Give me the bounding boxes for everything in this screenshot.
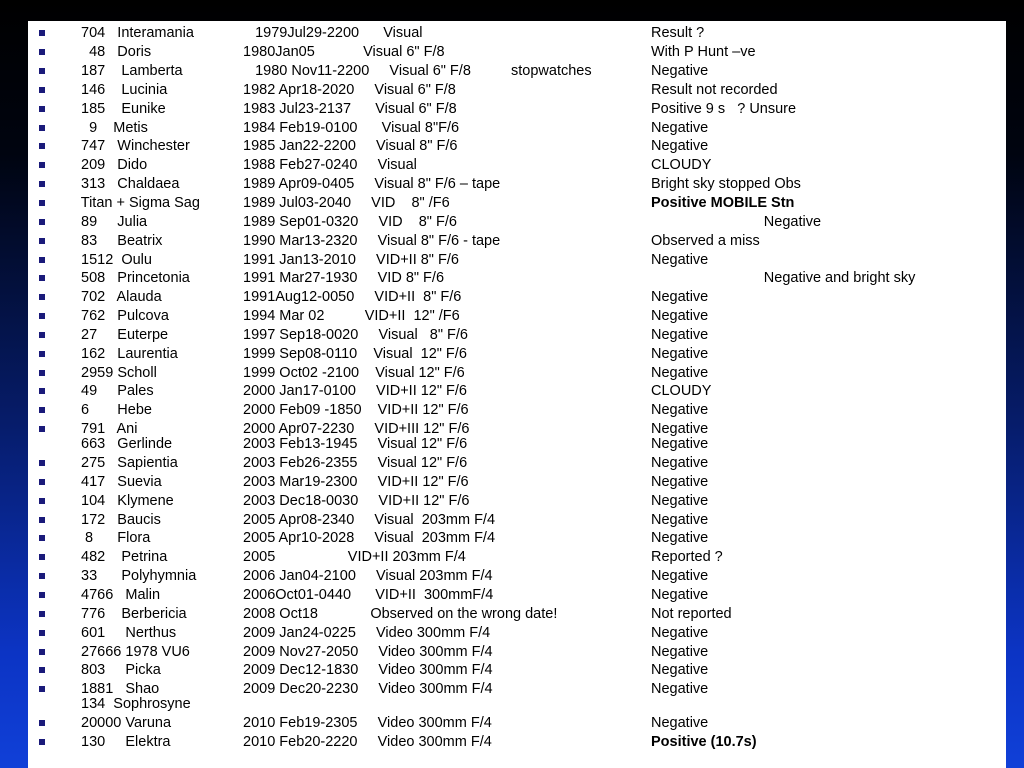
bullet-icon: [39, 720, 45, 726]
list-item: [28, 232, 1006, 251]
row-observation: 2005 VID+II 203mm F/4: [243, 549, 466, 565]
list-item: [28, 548, 1006, 567]
row-result: Negative: [651, 530, 709, 546]
bullet-icon: [39, 388, 45, 394]
row-name: 83 Beatrix: [77, 233, 163, 249]
row-observation: 2000 Apr07-2230 VID+III 12" F/6: [243, 421, 470, 437]
row-name: Titan + Sigma Sag: [77, 195, 200, 211]
row-name: 776 Berbericia: [77, 606, 187, 622]
row-result: Negative: [651, 625, 709, 641]
row-result: Negative: [651, 252, 709, 268]
row-observation: 1994 Mar 02 VID+II 12" /F6: [243, 308, 460, 324]
row-name: 803 Picka: [77, 662, 161, 678]
bullet-icon: [39, 611, 45, 617]
row-result: Result not recorded: [651, 82, 778, 98]
bullet-icon: [39, 573, 45, 579]
row-observation: 1989 Apr09-0405 Visual 8" F/6 – tape: [243, 176, 501, 192]
row-result: Bright sky stopped Obs: [651, 176, 801, 192]
row-observation: 2009 Nov27-2050 Video 300mm F/4: [243, 644, 493, 660]
list-item: [28, 567, 1006, 586]
bullet-icon: [39, 460, 45, 466]
row-name: 508 Princetonia: [77, 270, 190, 286]
row-observation: 2006 Jan04-2100 Visual 203mm F/4: [243, 568, 493, 584]
row-observation: 2005 Apr08-2340 Visual 203mm F/4: [243, 512, 496, 528]
row-result: Negative: [651, 63, 709, 79]
row-observation: 1999 Sep08-0110 Visual 12" F/6: [243, 346, 467, 362]
slide-content: [28, 21, 1006, 768]
row-observation: 2003 Feb13-1945 Visual 12" F/6: [243, 436, 468, 452]
row-result: Negative: [651, 493, 709, 509]
bullet-icon: [39, 517, 45, 523]
bullet-icon: [39, 554, 45, 560]
row-result: Negative: [651, 346, 709, 362]
row-result: Negative: [651, 568, 709, 584]
list-item: [28, 269, 1006, 288]
bullet-icon: [39, 667, 45, 673]
list-item: [28, 81, 1006, 100]
list-item: [28, 695, 1006, 714]
row-result: Negative: [651, 365, 709, 381]
row-name: 27666 1978 VU6: [77, 644, 190, 660]
row-name: 762 Pulcova: [77, 308, 169, 324]
row-name: 104 Klymene: [77, 493, 174, 509]
row-result: Negative and bright sky: [651, 270, 916, 286]
row-name: 702 Alauda: [77, 289, 162, 305]
row-name: 663 Gerlinde: [77, 436, 173, 452]
list-item: [28, 100, 1006, 119]
bullet-icon: [39, 535, 45, 541]
list-item: [28, 175, 1006, 194]
bullet-icon: [39, 686, 45, 692]
row-observation: 1991 Mar27-1930 VID 8" F/6: [243, 270, 445, 286]
row-observation: 2003 Mar19-2300 VID+II 12" F/6: [243, 474, 469, 490]
row-observation: 1999 Oct02 -2100 Visual 12" F/6: [243, 365, 465, 381]
bullet-icon: [39, 498, 45, 504]
list-item: [28, 119, 1006, 138]
row-result: With P Hunt –ve: [651, 44, 756, 60]
row-observation: 1990 Mar13-2320 Visual 8" F/6 - tape: [243, 233, 501, 249]
bullet-icon: [39, 275, 45, 281]
row-name: 704 Interamania: [77, 25, 194, 41]
row-name: 20000 Varuna: [77, 715, 172, 731]
bullet-icon: [39, 219, 45, 225]
bullet-icon: [39, 426, 45, 432]
row-observation: 1988 Feb27-0240 Visual: [243, 157, 417, 173]
list-item: [28, 156, 1006, 175]
row-result: Negative: [651, 402, 709, 418]
bullet-icon: [39, 87, 45, 93]
row-result: Negative: [651, 681, 709, 697]
bullet-icon: [39, 332, 45, 338]
list-item: [28, 529, 1006, 548]
row-observation: 2009 Jan24-0225 Video 300mm F/4: [243, 625, 491, 641]
row-result: Negative: [651, 512, 709, 528]
row-observation: 1985 Jan22-2200 Visual 8" F/6: [243, 138, 458, 154]
row-result: CLOUDY: [651, 383, 712, 399]
row-observation: 2010 Feb19-2305 Video 300mm F/4: [243, 715, 492, 731]
row-name: 601 Nerthus: [77, 625, 177, 641]
row-result: Negative: [651, 662, 709, 678]
row-result: Negative: [651, 308, 709, 324]
row-result: Negative: [651, 120, 709, 136]
row-name: 89 Julia: [77, 214, 148, 230]
row-observation: 1991Aug12-0050 VID+II 8" F/6: [243, 289, 462, 305]
bullet-icon: [39, 257, 45, 263]
bullet-icon: [39, 106, 45, 112]
row-name: 1881 Shao: [77, 681, 160, 697]
row-observation: 1997 Sep18-0020 Visual 8" F/6: [243, 327, 468, 343]
row-result: Observed a miss: [651, 233, 760, 249]
list-item: [28, 326, 1006, 345]
bullet-icon: [39, 649, 45, 655]
bullet-icon: [39, 351, 45, 357]
row-name: 185 Eunike: [77, 101, 166, 117]
row-name: 48 Doris: [77, 44, 152, 60]
list-item: [28, 307, 1006, 326]
bullet-icon: [39, 313, 45, 319]
row-name: 747 Winchester: [77, 138, 190, 154]
list-item: [28, 194, 1006, 213]
row-observation: 2010 Feb20-2220 Video 300mm F/4: [243, 734, 492, 750]
bullet-icon: [39, 143, 45, 149]
row-name: 162 Laurentia: [77, 346, 178, 362]
row-observation: 1991 Jan13-2010 VID+II 8" F/6: [243, 252, 459, 268]
row-result: CLOUDY: [651, 157, 712, 173]
row-result: Negative: [651, 327, 709, 343]
bullet-icon: [39, 30, 45, 36]
row-note: stopwatches: [511, 63, 592, 79]
row-result: Negative: [651, 289, 709, 305]
row-observation: 1989 Sep01-0320 VID 8" F/6: [243, 214, 457, 230]
row-observation: 2003 Dec18-0030 VID+II 12" F/6: [243, 493, 470, 509]
list-item: [28, 511, 1006, 530]
row-result: Not reported: [651, 606, 732, 622]
row-name: 6 Hebe: [77, 402, 152, 418]
row-observation: 2008 Oct18 Observed on the wrong date!: [243, 606, 558, 622]
row-name: 130 Elektra: [77, 734, 171, 750]
list-item: [28, 382, 1006, 401]
row-name: 9 Metis: [77, 120, 148, 136]
list-item: [28, 364, 1006, 383]
row-observation: 2009 Dec12-1830 Video 300mm F/4: [243, 662, 493, 678]
row-observation: 1989 Jul03-2040 VID 8" /F6: [243, 195, 450, 211]
row-result: Positive MOBILE Stn: [651, 195, 795, 211]
row-name: 27 Euterpe: [77, 327, 169, 343]
row-result: Negative: [651, 138, 709, 154]
bullet-icon: [39, 49, 45, 55]
row-name: 134 Sophrosyne: [77, 696, 191, 712]
list-item: [28, 137, 1006, 156]
row-observation: 2003 Feb26-2355 Visual 12" F/6: [243, 455, 468, 471]
bullet-icon: [39, 739, 45, 745]
bullet-icon: [39, 238, 45, 244]
row-observation: 2000 Jan17-0100 VID+II 12" F/6: [243, 383, 467, 399]
list-item: [28, 473, 1006, 492]
row-name: 482 Petrina: [77, 549, 168, 565]
row-result: Negative: [651, 587, 709, 603]
row-result: Negative: [651, 214, 822, 230]
list-item: [28, 62, 1006, 81]
row-name: 1512 Oulu: [77, 252, 152, 268]
row-observation: 2000 Feb09 -1850 VID+II 12" F/6: [243, 402, 469, 418]
list-item: [28, 401, 1006, 420]
row-name: 8 Flora: [77, 530, 151, 546]
row-observation: 2005 Apr10-2028 Visual 203mm F/4: [243, 530, 496, 546]
list-item: [28, 435, 1006, 454]
row-name: 4766 Malin: [77, 587, 161, 603]
list-item: [28, 586, 1006, 605]
row-observation: 1983 Jul23-2137 Visual 6" F/8: [243, 101, 457, 117]
row-observation: 1984 Feb19-0100 Visual 8"F/6: [243, 120, 460, 136]
row-observation: 2009 Dec20-2230 Video 300mm F/4: [243, 681, 493, 697]
row-name: 417 Suevia: [77, 474, 162, 490]
list-item: [28, 288, 1006, 307]
row-name: 275 Sapientia: [77, 455, 178, 471]
row-result: Positive (10.7s): [651, 734, 757, 750]
list-item: [28, 733, 1006, 752]
list-item: [28, 714, 1006, 733]
bullet-icon: [39, 370, 45, 376]
list-item: [28, 213, 1006, 232]
row-result: Negative: [651, 436, 709, 452]
bullet-icon: [39, 200, 45, 206]
row-result: Negative: [651, 455, 709, 471]
row-observation: 1980Jan05 Visual 6" F/8: [243, 44, 445, 60]
row-result: Negative: [651, 421, 709, 437]
bullet-icon: [39, 181, 45, 187]
row-result: Result ?: [651, 25, 705, 41]
row-name: 172 Baucis: [77, 512, 161, 528]
bullet-icon: [39, 479, 45, 485]
row-observation: 1979Jul29-2200 Visual: [243, 25, 423, 41]
bullet-icon: [39, 68, 45, 74]
list-item: [28, 345, 1006, 364]
row-observation: 2006Oct01-0440 VID+II 300mmF/4: [243, 587, 494, 603]
row-name: 33 Polyhymnia: [77, 568, 197, 584]
row-name: 209 Dido: [77, 157, 148, 173]
list-item: [28, 454, 1006, 473]
bullet-icon: [39, 294, 45, 300]
list-item: [28, 624, 1006, 643]
list-item: [28, 492, 1006, 511]
row-name: 313 Chaldaea: [77, 176, 180, 192]
bullet-icon: [39, 407, 45, 413]
row-name: 49 Pales: [77, 383, 154, 399]
list-item: [28, 43, 1006, 62]
row-result: Negative: [651, 644, 709, 660]
list-item: [28, 643, 1006, 662]
bullet-icon: [39, 162, 45, 168]
row-result: Positive 9 s ? Unsure: [651, 101, 797, 117]
row-name: 187 Lamberta: [77, 63, 183, 79]
list-item: [28, 605, 1006, 624]
bullet-icon: [39, 125, 45, 131]
row-name: 146 Lucinia: [77, 82, 168, 98]
row-result: Reported ?: [651, 549, 723, 565]
row-name: 2959 Scholl: [77, 365, 157, 381]
list-item: [28, 661, 1006, 680]
row-name: 791 Ani: [77, 421, 138, 437]
list-item: [28, 24, 1006, 43]
bullet-icon: [39, 630, 45, 636]
row-result: Negative: [651, 474, 709, 490]
row-observation: 1982 Apr18-2020 Visual 6" F/8: [243, 82, 456, 98]
bullet-icon: [39, 592, 45, 598]
row-result: Negative: [651, 715, 709, 731]
row-observation: 1980 Nov11-2200 Visual 6" F/8: [243, 63, 471, 79]
list-item: [28, 251, 1006, 270]
